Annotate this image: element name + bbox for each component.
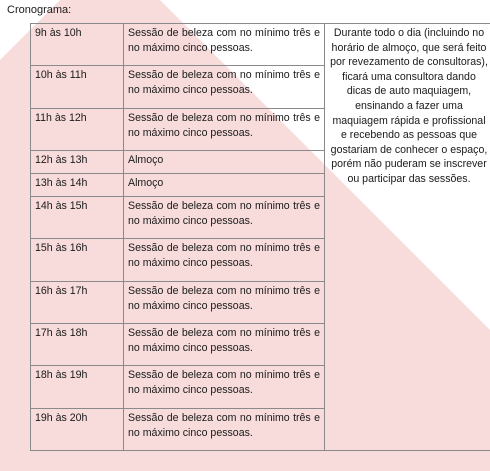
table-row [31, 24, 490, 66]
time-slot-cell: 15h às 16h [31, 239, 124, 281]
activity-cell [124, 239, 325, 281]
time-slot-cell: 18h às 19h [31, 366, 124, 408]
activity-cell [124, 66, 325, 108]
activity-cell [124, 150, 325, 173]
activity-cell [124, 281, 325, 323]
activity-text: Sessão de beleza com no mínimo três e no máximo cinco pessoas. [128, 327, 320, 355]
activity-text: Sessão de beleza com no mínimo três e no máximo cinco pessoas. [128, 200, 320, 228]
time-slot-cell: 17h às 18h [31, 324, 124, 366]
time-slot-cell: 11h às 12h [31, 108, 124, 150]
activity-text: Sessão de beleza com no mínimo três e no máximo cinco pessoas. [128, 411, 320, 439]
activity-cell [124, 24, 325, 66]
activity-text: Sessão de beleza com no mínimo três e no máximo cinco pessoas. [128, 27, 320, 54]
activity-text: Almoço [128, 153, 164, 166]
time-slot-cell: 13h às 14h [31, 174, 124, 197]
time-slot-cell: 9h às 10h [31, 24, 124, 66]
activity-text: Almoço [128, 177, 164, 190]
section-heading: Cronograma: [7, 4, 72, 16]
activity-text: Sessão de beleza com no mínimo três e no máximo cinco pessoas. [128, 69, 320, 97]
activity-cell [124, 108, 325, 150]
activity-cell [124, 366, 325, 408]
schedule-table [30, 23, 490, 451]
activity-cell [124, 197, 325, 239]
time-slot-cell: 14h às 15h [31, 197, 124, 239]
time-slot-cell: 12h às 13h [31, 150, 124, 173]
activity-cell [124, 174, 325, 197]
activity-text: Sessão de beleza com no mínimo três e no máximo cinco pessoas. [128, 242, 320, 270]
time-slot-cell: 10h às 11h [31, 66, 124, 108]
time-slot-cell: 16h às 17h [31, 281, 124, 323]
time-slot-cell: 19h às 20h [31, 408, 124, 450]
all-day-note-cell: Durante todo o dia (incluindo no horário de almoço, que será feito por revezamento de consultoras), ficará uma consultora dando dicas de auto maquiagem, ensinando a fazer uma maquiagem rápida e profissional e recebendo as pessoas que gostariam de conhecer o espaço, porém não puderam se inscrever ou participar das sessões. [325, 24, 490, 451]
activity-text: Sessão de beleza com no mínimo três e no máximo cinco pessoas. [128, 284, 320, 312]
activity-text: Sessão de beleza com no mínimo três e no máximo cinco pessoas. [128, 111, 320, 139]
activity-cell [124, 324, 325, 366]
activity-text: Sessão de beleza com no mínimo três e no máximo cinco pessoas. [128, 369, 320, 397]
activity-cell [124, 408, 325, 450]
